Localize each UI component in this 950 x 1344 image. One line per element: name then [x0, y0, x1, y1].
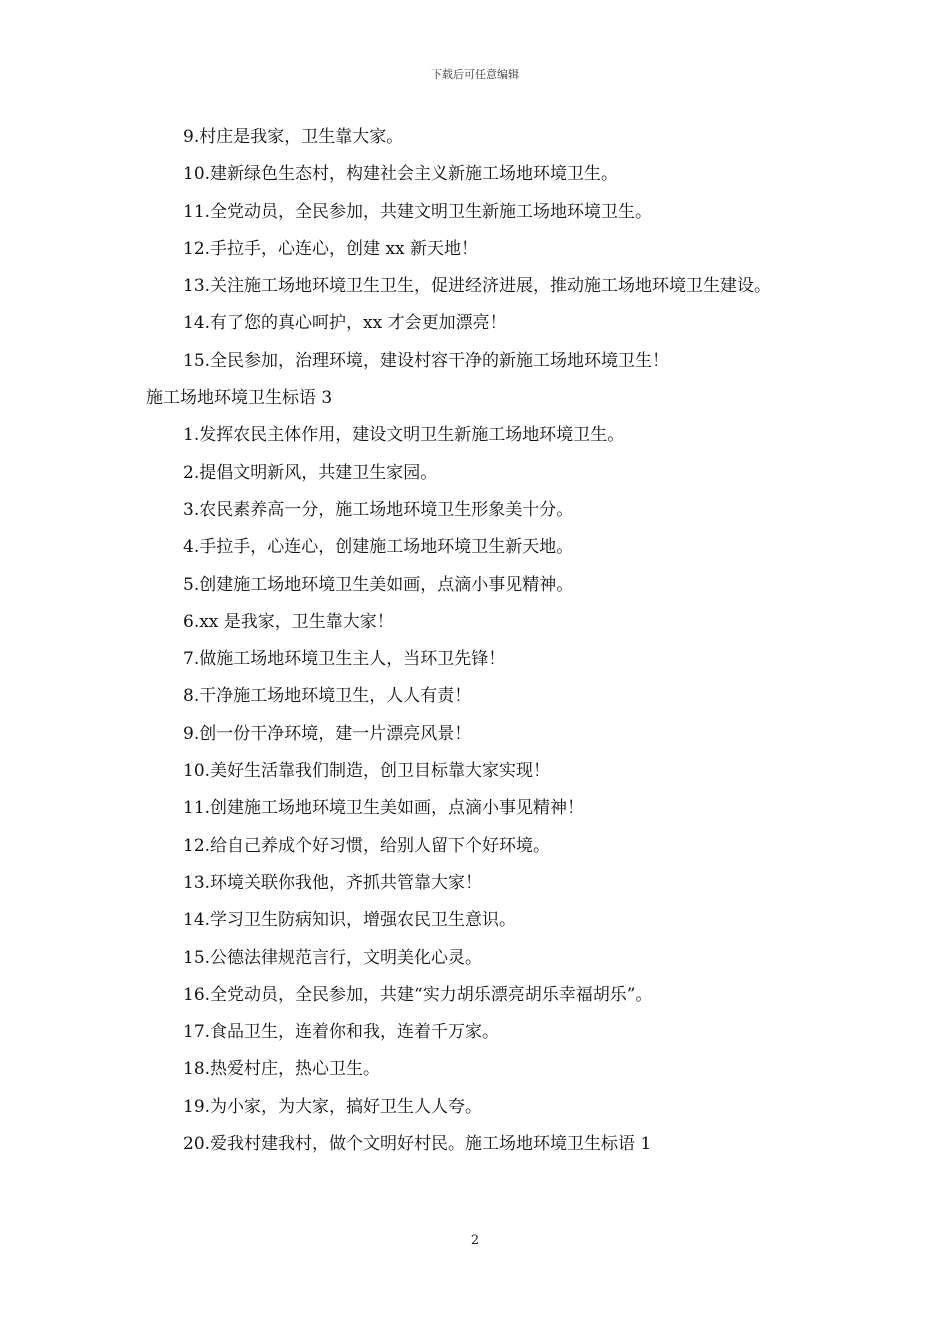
list-item: 18.热爱村庄，热心卫生。 — [183, 1059, 381, 1080]
list-item: 13.关注施工场地环境卫生卫生，促进经济进展，推动施工场地环境卫生建设。 — [183, 276, 772, 297]
page-number: 2 — [470, 1233, 480, 1248]
list-item: 10.美好生活靠我们制造，创卫目标靠大家实现！ — [183, 761, 551, 782]
list-item: 19.为小家，为大家，搞好卫生人人夸。 — [183, 1096, 483, 1117]
document-body — [146, 119, 810, 1163]
list-item: 1.发挥农民主体作用，建设文明卫生新施工场地环境卫生。 — [183, 425, 625, 446]
list-item: 8.干净施工场地环境卫生，人人有责！ — [183, 686, 472, 707]
list-item: 15.全民参加，治理环境，建设村容干净的新施工场地环境卫生！ — [183, 350, 670, 371]
list-item: 14.有了您的真心呵护，xx 才会更加漂亮！ — [183, 313, 507, 334]
list-item: 16.全党动员，全民参加，共建“实力胡乐漂亮胡乐幸福胡乐”。 — [183, 984, 653, 1005]
list-item: 11.全党动员，全民参加，共建文明卫生新施工场地环境卫生。 — [183, 201, 653, 222]
list-item: 12.给自己养成个好习惯，给别人留下个好环境。 — [183, 835, 551, 856]
list-item: 15.公德法律规范言行，文明美化心灵。 — [183, 947, 483, 968]
list-item: 3.农民素养高一分，施工场地环境卫生形象美十分。 — [183, 499, 574, 520]
list-item: 4.手拉手，心连心，创建施工场地环境卫生新天地。 — [183, 537, 574, 558]
list-item: 5.创建施工场地环境卫生美如画，点滴小事见精神。 — [183, 574, 574, 595]
list-item: 11.创建施工场地环境卫生美如画，点滴小事见精神！ — [183, 798, 585, 819]
page-header: 下载后可任意编辑 — [431, 68, 519, 81]
list-item: 12.手拉手，心连心，创建 xx 新天地！ — [183, 238, 479, 259]
list-item: 14.学习卫生防病知识，增强农民卫生意识。 — [183, 910, 517, 931]
list-item: 6.xx 是我家，卫生靠大家！ — [183, 611, 394, 632]
list-item: 10.建新绿色生态村，构建社会主义新施工场地环境卫生。 — [183, 164, 619, 185]
list-item: 9.创一份干净环境，建一片漂亮风景！ — [183, 723, 472, 744]
list-item: 13.环境关联你我他，齐抓共管靠大家！ — [183, 872, 483, 893]
list-item: 9.村庄是我家，卫生靠大家。 — [183, 127, 404, 147]
section-heading: 施工场地环境卫生标语 3 — [146, 388, 333, 409]
list-item: 20.爱我村建我村，做个文明好村民。施工场地环境卫生标语 1 — [183, 1134, 652, 1155]
list-item: 7.做施工场地环境卫生主人，当环卫先锋！ — [183, 649, 506, 670]
list-item: 2.提倡文明新风，共建卫生家园。 — [183, 462, 438, 483]
list-item: 17.食品卫生，连着你和我，连着千万家。 — [183, 1022, 500, 1043]
